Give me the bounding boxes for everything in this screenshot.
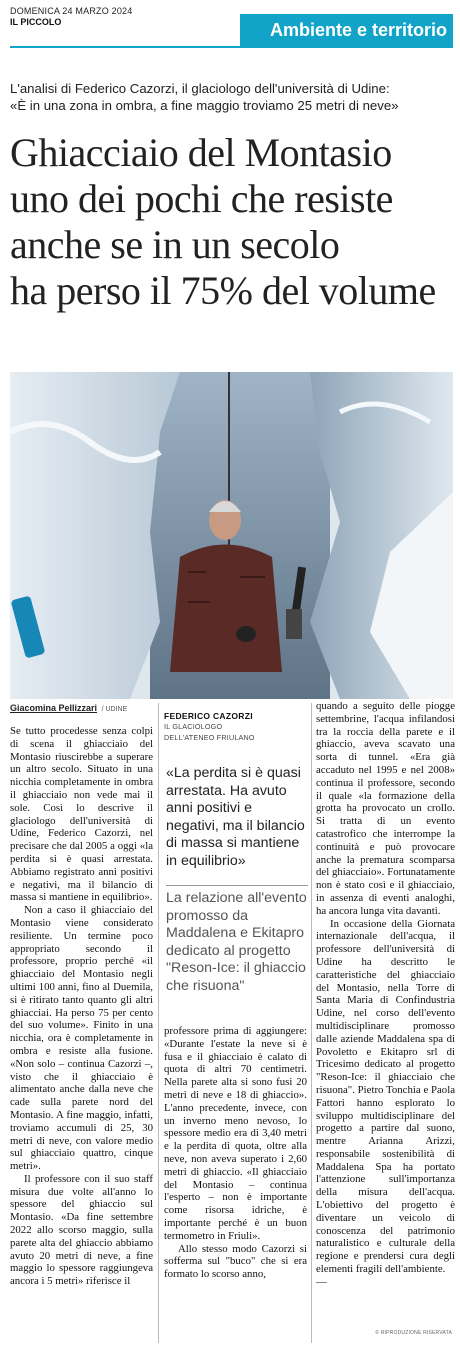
headline-line: anche se in un secolo <box>10 222 340 267</box>
copyright-note: © RIPRODUZIONE RISERVATA <box>375 1330 452 1336</box>
headline-line: ha perso il 75% del volume <box>10 268 436 313</box>
newspaper-name: IL PICCOLO <box>10 17 62 27</box>
interviewee-name: FEDERICO CAZORZI <box>164 711 253 721</box>
author-credit <box>10 703 127 713</box>
paragraph: Allo stesso modo Cazorzi si sofferma sul "buco" che si era formato lo scorso anno, <box>164 1242 307 1281</box>
kicker-line: L'analisi di Federico Cazorzi, il glaciologo dell'università di Udine: <box>10 81 390 96</box>
paragraph: Se tutto procedesse senza colpi di scena il ghiacciaio del Montasio riuscirebbe a superare un altro secolo. Situato in una nicchia completamente in ombra il ghiacciaio non vede mai il sole. Così lo descrive il glaciologo dell'università di Udine, Federico Cazorzi, nel precisare che dal 2005 a oggi «la perdita si è quasi arrestata. Abbiamo registrato anni positivi e negativi, ma il bilancio di massa si mantiene in equilibrio». <box>10 725 153 904</box>
author-location: / UDINE <box>101 706 128 713</box>
side-note: La relazione all'evento promosso da Maddalena e Ekitapro dedicato al progetto "Reson-Ice: il ghiaccio che risuona" <box>166 890 307 994</box>
paragraph: quando a seguito delle piogge settembrine, l'acqua infilandosi tra la roccia della parete e il ghiaccio, aveva scavato una sorta di tunnel. «Era già accaduto nel 1995 e nel 2008» continua il professore, secondo il quale «la formazione della grotta ha provocato un crollo. Si tratta di un evento catastrofico che interrompe la continuità e può provocare anche la prematura scomparsa del ghiacciaio». Fortunatamente non è stato così e il ghiacciaio, in assenza di eventi analoghi, ha ancora lunga vita davanti. <box>316 700 455 917</box>
quote-rule <box>166 885 308 886</box>
interviewee-role: IL GLACIOLOGO <box>164 722 223 731</box>
paragraph: Il professore con il suo staff misura due volte all'anno lo spessore del ghiaccio sul Montasio. «Da fine settembre 2022 allo scorso maggio, sulla parete alta del ghiaccio abbiamo avuto 20 metri di neve, a fine maggio lo spessore raggiungeva ancora i 5 metri» riferisce il <box>10 1172 153 1288</box>
issue-date: DOMENICA 24 MARZO 2024 <box>10 6 133 16</box>
kicker <box>10 80 455 114</box>
headline-line: Ghiacciaio del Montasio <box>10 130 392 175</box>
paragraph: In occasione della Giornata internazionale dell'acqua, il professore dell'università di Udine ha descritto le caratteristiche del ghiacciaio del Montasio, nella Torre di Santa Maria di Confindustria Udine, nel corso dell'evento multidisciplinare promosso dalle aziende Maddalena spa di Povoletto e Ekitapro srl di Tricesimo dedicato al progetto "Reson-Ice: il ghiacciaio che risuona". Pietro Tonchia e Paola Fattori hanno esplorato lo sviluppo multidisciplinare del progetto a partire dal suono, mentre Arianna Arizzi, responsabile sostenibilità di Maddalena Spa ha portato l'attenzione sull'importanza della misura dell'acqua. L'obiettivo del progetto è diventare un veicolo di conoscenza del patrimonio naturalistico e culturale della regione e prendersi cura degli elementi fragili dell'ambiente. <box>316 917 455 1276</box>
author-name: Giacomina Pellizzari <box>10 703 98 713</box>
interviewee-affiliation: DELL'ATENEO FRIULANO <box>164 733 255 742</box>
paragraph: Non a caso il ghiacciaio del Montasio viene considerato resiliente. Un termine poco appropriato secondo il professore, proprio perché «il ghiacciaio del Montasio negli ultimi 100 anni, fino al Duemila, si è ritirato tanto quanto gli altri ghiacciai. Ha perso 75 per cento del suo volume». Finito in una nicchia, ora è completamente in ombra e resiste alla fusione. «Non solo – continua Cazorzi –, visto che il ghiacciaio è alimentato anche dalla neve che cade sulla parete nord del Montasio. A fine maggio, infatti, troviamo accumuli di 25, 30 metri di neve, con valore medio sul ghiacciaio quattro, cinque metri». <box>10 904 153 1173</box>
kicker-line: «È in una zona in ombra, a fine maggio troviamo 25 metri di neve» <box>10 98 399 113</box>
article-column-2 <box>164 1025 307 1345</box>
article-column-3 <box>316 700 455 1315</box>
interviewee-byline <box>164 711 307 743</box>
column-rule <box>158 703 159 1343</box>
paragraph: professore prima di aggiungere: «Durante l'estate la neve si è fusa e il ghiacciaio è calato di quota di altri 70 centimetri. Nella parete alta si sono fusi 20 metri di neve e 18 di ghiaccio». L'anno precedente, invece, con un inverno meno nevoso, lo spessore medio era di 3,40 metri e la perdita di quota, oltre alla neve, non aveva superato i 2,60 metri di ghiaccio. «Il ghiacciaio del Montasio – continua l'esperto – non è importante come risorsa idriche, è importante perché è un buon termometro in Friuli». <box>164 1025 307 1242</box>
end-mark: — <box>316 1275 327 1288</box>
headline-line: uno dei pochi che resiste <box>10 176 393 221</box>
section-banner: Ambiente e territorio <box>240 14 453 47</box>
headline <box>10 130 455 314</box>
pull-quote: «La perdita si è quasi arrestata. Ha avuto anni positivi e negativi, ma il bilancio di massa si mantiene in equilibrio» <box>166 765 305 869</box>
column-rule <box>311 703 312 1343</box>
section-rule <box>10 46 453 48</box>
masthead <box>10 6 230 27</box>
article-photo <box>10 372 453 699</box>
article-column-1 <box>10 725 153 1345</box>
